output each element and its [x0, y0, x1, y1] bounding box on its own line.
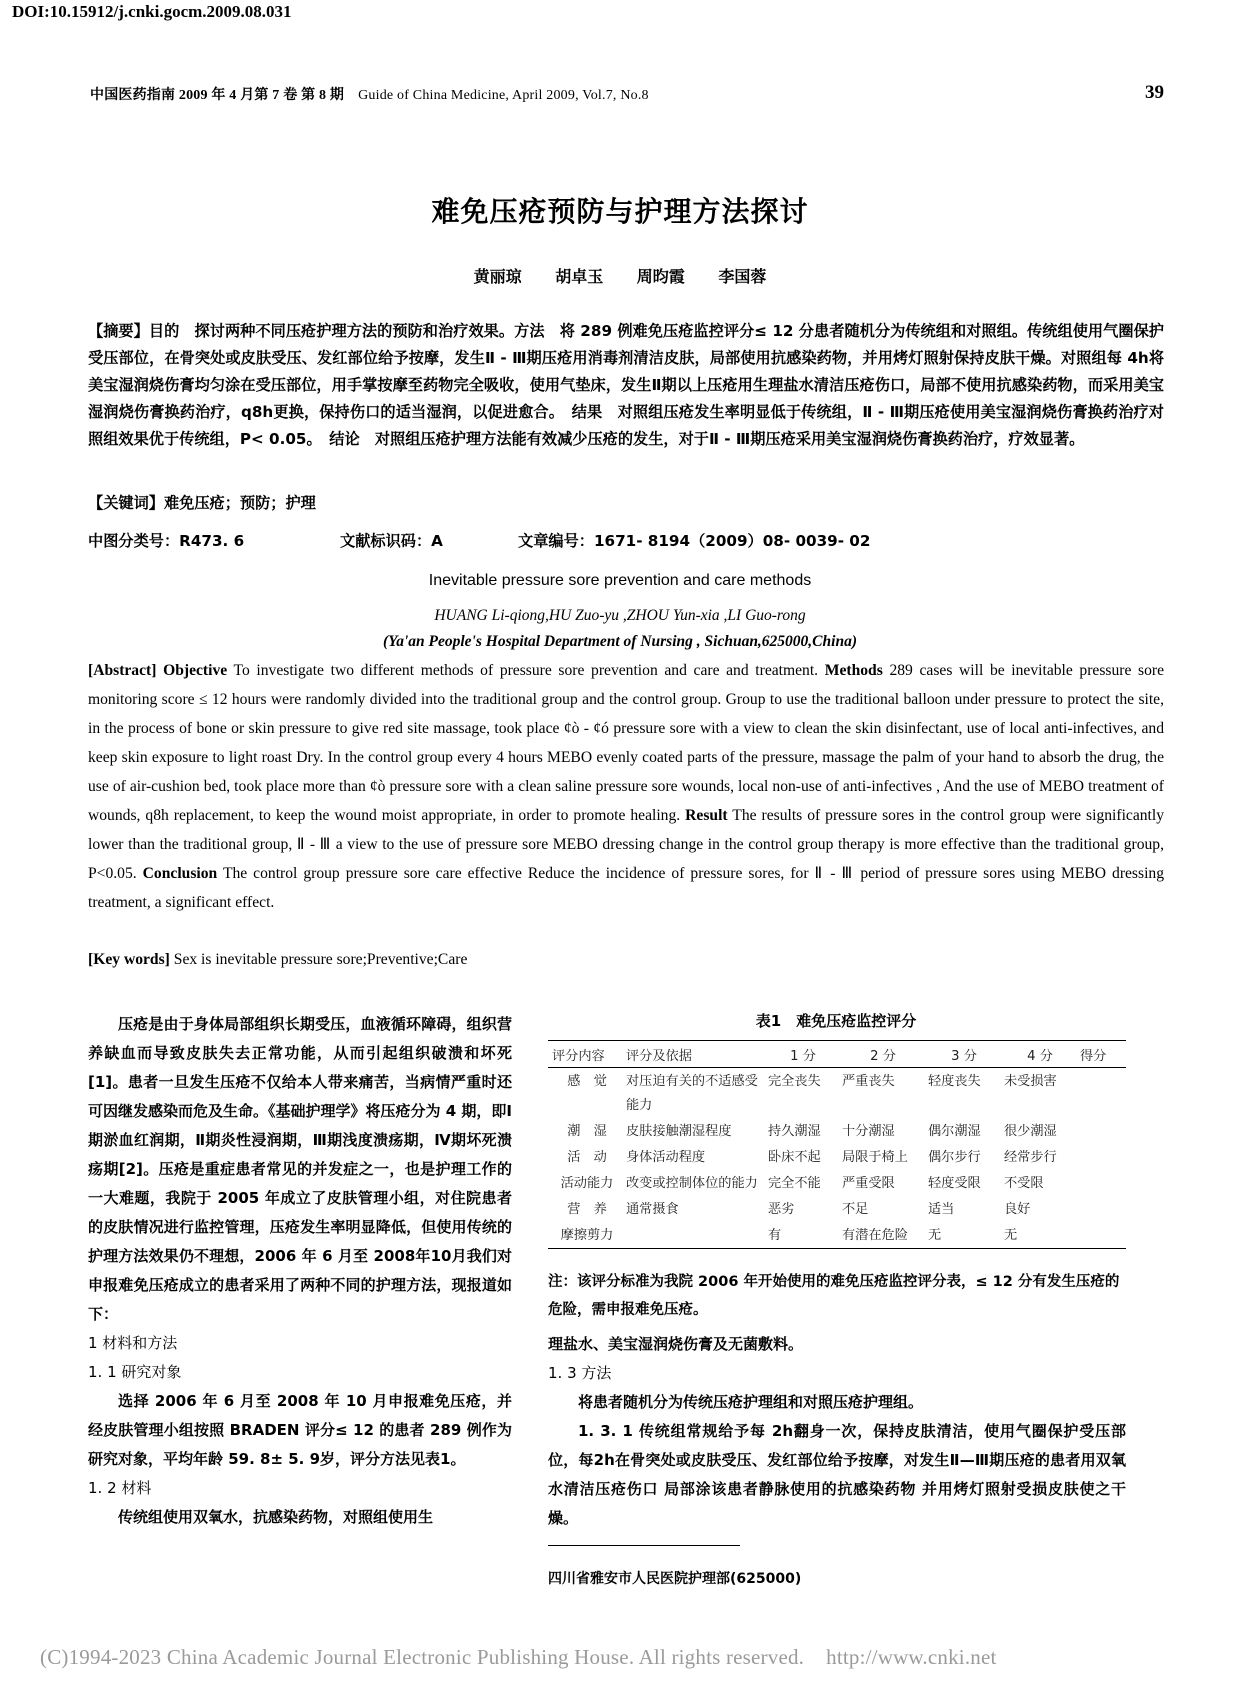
score-table [548, 1040, 1126, 1249]
english-authors: HUANG Li-qiong,HU Zuo-yu ,ZHOU Yun-xia ,LI Guo-rong [434, 607, 806, 624]
affiliation-footnote: 四川省雅安市人民医院护理部(625000) [548, 1571, 802, 1587]
column-header: 4 分 [1027, 1048, 1053, 1064]
table-row [548, 1144, 1126, 1170]
table-cell: 完全丧失 [768, 1074, 821, 1089]
table-cell: 皮肤接触潮湿程度 [626, 1124, 732, 1139]
subsection-heading: 1. 3 方法 [548, 1364, 612, 1382]
abstract-en [88, 656, 1164, 917]
table-note: 注：该评分标准为我院 2006 年开始使用的难免压疮监控评分表，≤ 12 分有发生压疮的危险，需申报难免压疮。 [548, 1274, 1120, 1318]
document-code: 文献标识码：A [340, 532, 443, 550]
table-cell: 适当 [928, 1202, 955, 1217]
copyright-notice [40, 1645, 997, 1670]
column-header: 1 分 [790, 1048, 816, 1064]
paragraph: 选择 2006 年 6 月至 2008 年 10 月申报难免压疮，并经皮肤管理小组按照 BRADEN 评分≤ 12 的患者 289 例作为研究对象，平均年龄 59. 8± 5. 9岁，评分方法见表1。 [88, 1392, 512, 1468]
author: 李国蓉 [718, 267, 767, 286]
table-cell [622, 1222, 764, 1249]
author: 胡卓玉 [555, 267, 604, 286]
table-cell: 严重受限 [842, 1176, 895, 1191]
table-cell: 完全不能 [768, 1176, 821, 1191]
table-cell: 有潜在危险 [842, 1228, 908, 1243]
table-cell: 身体活动程度 [626, 1150, 706, 1165]
running-head-en: Guide of China Medicine, April 2009, Vol.7, No.8 [358, 88, 649, 103]
paragraph: 传统组使用双氧水，抗感染药物，对照组使用生 [118, 1508, 434, 1526]
footnote-divider [548, 1545, 740, 1546]
conclusion-text: The control group pressure sore care effective Reduce the incidence of pressure sores, for Ⅱ - Ⅲ period of pressure sores using MEBO dressing treatment, a significant effect. [88, 865, 1164, 911]
body-right-column [548, 1330, 1126, 1533]
body-left-column [88, 1010, 512, 1532]
running-head [90, 84, 1165, 104]
column-header: 得分 [1080, 1048, 1107, 1064]
abstract-label: [Abstract] [88, 662, 157, 679]
table-cell: 摩擦剪力 [560, 1228, 614, 1243]
table-cell: 良好 [1004, 1202, 1031, 1217]
table-cell: 无 [928, 1228, 942, 1243]
table-cell: 活动能力 [560, 1176, 614, 1191]
result-text: The results of pressure sores in the control group were significantly lower than the traditional group, Ⅱ - Ⅲ a view to the use of pressure sore MEBO dressing change in the control group therapy is more effective than the traditional group, P<0.05. [88, 807, 1165, 882]
objective-text: To investigate two different methods of pressure sore prevention and care and treatment. [233, 662, 819, 679]
table-row [548, 1068, 1126, 1119]
column-header: 3 分 [951, 1048, 977, 1064]
table-cell: 轻度受限 [928, 1176, 981, 1191]
doi: DOI:10.15912/j.cnki.gocm.2009.08.031 [12, 2, 292, 21]
table-cell [1076, 1068, 1126, 1119]
table-cell: 不足 [842, 1202, 869, 1217]
table-title: 表1 难免压疮监控评分 [755, 1012, 917, 1030]
column-header: 评分及依据 [626, 1048, 692, 1064]
keywords-en-text: Sex is inevitable pressure sore;Preventive;Care [173, 951, 468, 968]
article-title: 难免压疮预防与护理方法探讨 [431, 195, 809, 228]
table-cell: 营 养 [567, 1202, 607, 1217]
table-cell: 经常步行 [1004, 1150, 1057, 1165]
result-label: Result [685, 807, 728, 824]
english-title: Inevitable pressure sore prevention and care methods [428, 572, 812, 589]
table-cell: 有 [768, 1228, 782, 1243]
table-cell: 潮 湿 [567, 1124, 607, 1139]
column-header: 评分内容 [552, 1048, 605, 1064]
table-cell: 通常摄食 [626, 1202, 679, 1217]
running-head-cn: 中国医药指南 2009 年 4 月第 7 卷 第 8 期 [90, 88, 345, 103]
page-number: 39 [1145, 82, 1164, 103]
table-cell [1076, 1170, 1126, 1196]
subsection-heading: 1. 1 研究对象 [88, 1363, 182, 1381]
table-row [548, 1170, 1126, 1196]
article-number: 文章编号：1671- 8194（2009）08- 0039- 02 [518, 532, 871, 550]
paragraph: 1. 3. 1 传统组常规给予每 2h翻身一次，保持皮肤清洁，使用气圈保护受压部位，每2h在骨突处或皮肤受压、发红部位给予按摩，对发生Ⅱ—Ⅲ期压疮的患者用双氧水清洁压疮伤口 局部涂该患者静脉使用的抗感染药物 并用烤灯照射受损皮肤使之干燥。 [548, 1422, 1126, 1527]
paragraph: 将患者随机分为传统压疮护理组和对照压疮护理组。 [578, 1393, 924, 1411]
copyright-text: (C)1994-2023 China Academic Journal Electronic Publishing House. All rights reserved. [40, 1645, 805, 1669]
methods-text: 289 cases will be inevitable pressure sore monitoring score ≤ 12 hours were randomly divided into the traditional group and the control group. Group to use the traditional balloon under pressure to protect the site, in the process of bone or skin pressure to give red site massage, took place ¢ò - ¢ó pressure sore with a view to clean the skin disinfectant, use of local anti-infectives, and keep skin exposure to light roast Dry. In the control group every 4 hours MEBO evenly coated parts of the pressure, massage the palm of your hand to absorb the drug, the use of air-cushion bed, took place more than ¢ò pressure sore with a clean saline pressure sore wounds, local non-use of anti-infectives , And the use of MEBO treatment of wounds, q8h replacement, to keep the wound moist appropriate, in order to promote healing. [88, 662, 1165, 824]
table-cell [1076, 1118, 1126, 1144]
section-heading: 1 材料和方法 [88, 1334, 178, 1352]
keywords-en-label: [Key words] [88, 951, 170, 968]
table-cell: 局限于椅上 [842, 1150, 908, 1165]
table-cell: 偶尔步行 [928, 1150, 981, 1165]
clc-number: 中图分类号：R473. 6 [88, 532, 245, 550]
table-cell: 无 [1004, 1228, 1018, 1243]
table-cell: 轻度丧失 [928, 1074, 981, 1089]
author: 周昀霞 [636, 267, 685, 286]
table-cell [1076, 1196, 1126, 1222]
table-cell: 对压迫有关的不适感受能力 [626, 1074, 758, 1113]
table-cell: 持久潮湿 [768, 1124, 821, 1139]
author-list [0, 264, 1240, 287]
table-cell [1076, 1144, 1126, 1170]
table-cell: 未受损害 [1004, 1074, 1057, 1089]
copyright-url: http://www.cnki.net [826, 1645, 997, 1669]
table-cell [1076, 1222, 1126, 1249]
subsection-heading: 1. 2 材料 [88, 1479, 152, 1497]
table-cell: 活 动 [567, 1150, 607, 1165]
table-cell: 改变或控制体位的能力 [626, 1176, 758, 1191]
author: 黄丽琼 [473, 267, 522, 286]
table-cell: 不受限 [1004, 1176, 1044, 1191]
paragraph: 理盐水、美宝湿润烧伤膏及无菌敷料。 [548, 1335, 804, 1353]
table-row [548, 1222, 1126, 1249]
column-header: 2 分 [870, 1048, 896, 1064]
methods-label: Methods [824, 662, 883, 679]
abstract-cn: 【摘要】目的 探讨两种不同压疮护理方法的预防和治疗效果。方法 将 289 例难免压疮监控评分≤ 12 分患者随机分为传统组和对照组。传统组使用气圈保护受压部位，在骨突处或皮肤受压、发红部位给予按摩，发生Ⅱ - Ⅲ期压疮用消毒剂清洁皮肤，局部使用抗感染药物，并用烤灯照射保持皮肤干燥。对照组每 4h将美宝湿润烧伤膏均匀涂在受压部位，用手掌按摩至药物完全吸收，使用气垫床，发生Ⅱ期以上压疮用生理盐水清洁压疮伤口，局部不使用抗感染药物，而采用美宝湿润烧伤膏换药治疗，q8h更换，保持伤口的适当湿润，以促进愈合。 结果 对照组压疮发生率明显低于传统组，Ⅱ - Ⅲ期压疮使用美宝湿润烧伤膏换药治疗对照组效果优于传统组，P< 0.05。 结论 对照组压疮护理方法能有效减少压疮的发生，对于Ⅱ - Ⅲ期压疮采用美宝湿润烧伤膏换药治疗，疗效显著。 [88, 322, 1164, 448]
table-cell: 严重丧失 [842, 1074, 895, 1089]
intro-paragraph: 压疮是由于身体局部组织长期受压，血液循环障碍，组织营养缺血而导致皮肤失去正常功能，从而引起组织破溃和坏死[1]。患者一旦发生压疮不仅给本人带来痛苦，当病情严重时还可因继发感染而危及生命。《基础护理学》将压疮分为 4 期，即Ⅰ期淤血红润期，Ⅱ期炎性浸润期，Ⅲ期浅度溃疡期，Ⅳ期坏死溃疡期[2]。压疮是重症患者常见的并发症之一，也是护理工作的一大难题，我院于 2005 年成立了皮肤管理小组，对住院患者的皮肤情况进行监控管理，压疮发生率明显降低，但使用传统的护理方法效果仍不理想，2006 年 6 月至 2008年10月我们对申报难免压疮成立的患者采用了两种不同的护理方法，现报道如下： [88, 1015, 512, 1323]
objective-label: Objective [163, 662, 228, 679]
english-affiliation: (Ya'an People's Hospital Department of Nursing , Sichuan,625000,China) [383, 633, 857, 650]
table-row [548, 1196, 1126, 1222]
table-cell: 十分潮湿 [842, 1124, 895, 1139]
table-header-row [548, 1041, 1126, 1068]
conclusion-label: Conclusion [142, 865, 218, 882]
table-cell: 感 觉 [567, 1074, 607, 1089]
table-row [548, 1118, 1126, 1144]
table-cell: 很少潮湿 [1004, 1124, 1057, 1139]
keywords-cn: 【关键词】难免压疮；预防；护理 [88, 494, 316, 512]
table-cell: 偶尔潮湿 [928, 1124, 981, 1139]
keywords-en [88, 951, 467, 969]
table-cell: 恶劣 [768, 1202, 795, 1217]
table-cell: 卧床不起 [768, 1150, 821, 1165]
